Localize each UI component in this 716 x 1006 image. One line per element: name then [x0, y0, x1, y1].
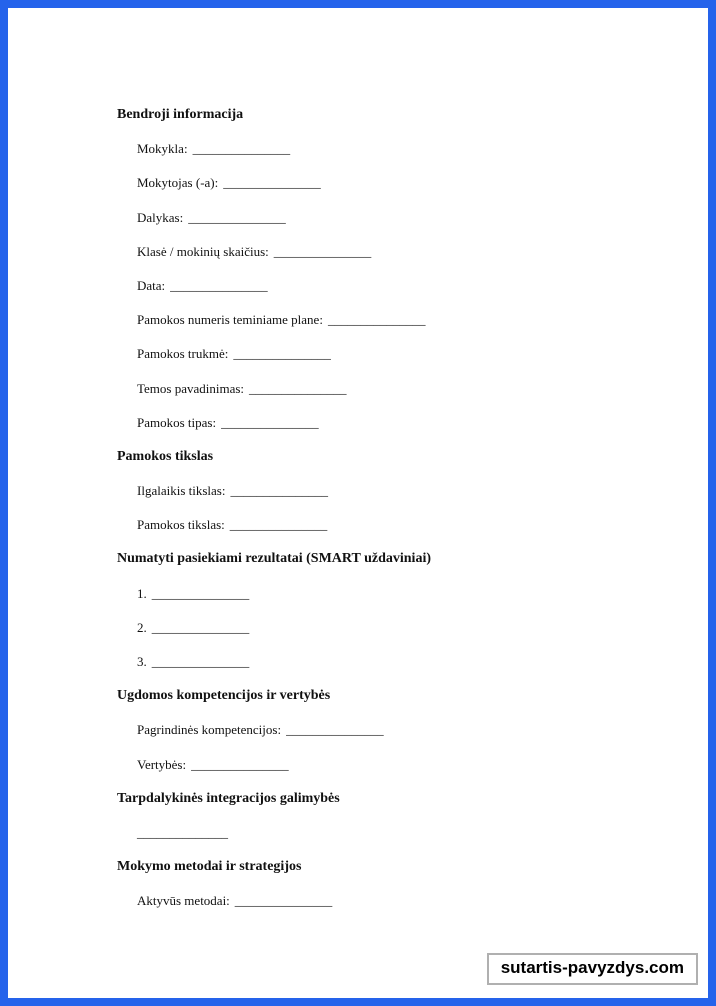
field-aktyvus-metodai: [117, 893, 688, 927]
section-heading-bendroji-informacija: Bendroji informacija: [117, 107, 244, 122]
field-label: 3.: [137, 654, 147, 669]
watermark-badge: [487, 953, 698, 985]
field-data: [117, 278, 688, 312]
blank-line: _______________: [221, 414, 319, 430]
field-rezultatas-2: [117, 620, 688, 654]
field-label: 2.: [137, 619, 147, 635]
field-label: Pagrindinės kompetencijos:: [137, 722, 282, 738]
blank-line: _______________: [229, 517, 328, 533]
field-pagrindines-kompetencijos: [117, 722, 688, 756]
field-label: Aktyvūs metodai:: [137, 893, 230, 909]
field-ilgalaikis-tikslas: [117, 483, 688, 517]
field-label: Data:: [137, 277, 166, 293]
section-heading-mokymo-metodai: Mokymo metodai ir strategijos: [117, 859, 302, 875]
blank-line: _______________: [286, 722, 384, 738]
blank-line: _______________: [233, 346, 331, 362]
blank-line: _______________: [192, 141, 291, 157]
blank-line: _______________: [188, 209, 286, 225]
field-label: Dalykas:: [137, 209, 184, 225]
field-pamokos-trukme: [117, 346, 688, 380]
field-label: Ilgalaikis tikslas:: [137, 483, 226, 499]
field-label: Vertybės:: [137, 756, 187, 772]
field-vertybes: [117, 757, 688, 791]
field-pamokos-tipas: [117, 415, 688, 449]
blank-line: _______________: [151, 585, 250, 601]
field-mokykla: [117, 141, 688, 175]
section-heading-kompetencijos-vertybes: Ugdomos kompetencijos ir vertybės: [117, 688, 331, 704]
blank-line: _______________: [230, 483, 328, 499]
field-label: Pamokos trukmė:: [137, 346, 229, 362]
field-label: Mokykla:: [137, 141, 188, 157]
blank-line: _______________: [151, 654, 250, 669]
field-label: Pamokos tikslas:: [137, 517, 225, 533]
blank-line: _______________: [191, 756, 289, 772]
form-content: [117, 107, 688, 928]
watermark-text: sutartis-pavyzdys.com: [500, 957, 684, 977]
field-dalykas: [117, 210, 688, 244]
field-integracija-blank: [117, 825, 688, 859]
field-mokytojas: [117, 175, 688, 209]
field-pamokos-numeris: [117, 312, 688, 346]
field-rezultatas-1: [117, 586, 688, 620]
field-pamokos-tikslas: [117, 517, 688, 551]
blank-line: _______________: [151, 619, 250, 635]
field-label: Temos pavadinimas:: [137, 380, 245, 396]
section-heading-pamokos-tikslas: Pamokos tikslas: [117, 448, 214, 464]
field-label: Pamokos tipas:: [137, 414, 217, 430]
blank-line: _______________: [249, 380, 347, 396]
field-klase-mokiniu-skaicius: [117, 244, 688, 278]
field-label: Klasė / mokinių skaičius:: [137, 243, 269, 259]
field-temos-pavadinimas: [117, 381, 688, 415]
field-label: 1.: [137, 585, 147, 601]
blank-line: ______________: [137, 824, 228, 840]
field-label: Pamokos numeris teminiame plane:: [137, 312, 323, 328]
blank-line: _______________: [327, 312, 426, 328]
blank-line: _______________: [234, 893, 333, 909]
field-rezultatas-3: [117, 654, 688, 688]
blank-line: _______________: [170, 277, 268, 293]
field-label: Mokytojas (-a):: [137, 175, 219, 191]
section-heading-smart-rezultatai: Numatyti pasiekiami rezultatai (SMART uždaviniai): [117, 551, 431, 567]
blank-line: _______________: [223, 175, 321, 191]
blank-line: _______________: [273, 243, 372, 259]
section-heading-tarpdalykine-integracija: Tarpdalykinės integracijos galimybės: [117, 790, 340, 806]
